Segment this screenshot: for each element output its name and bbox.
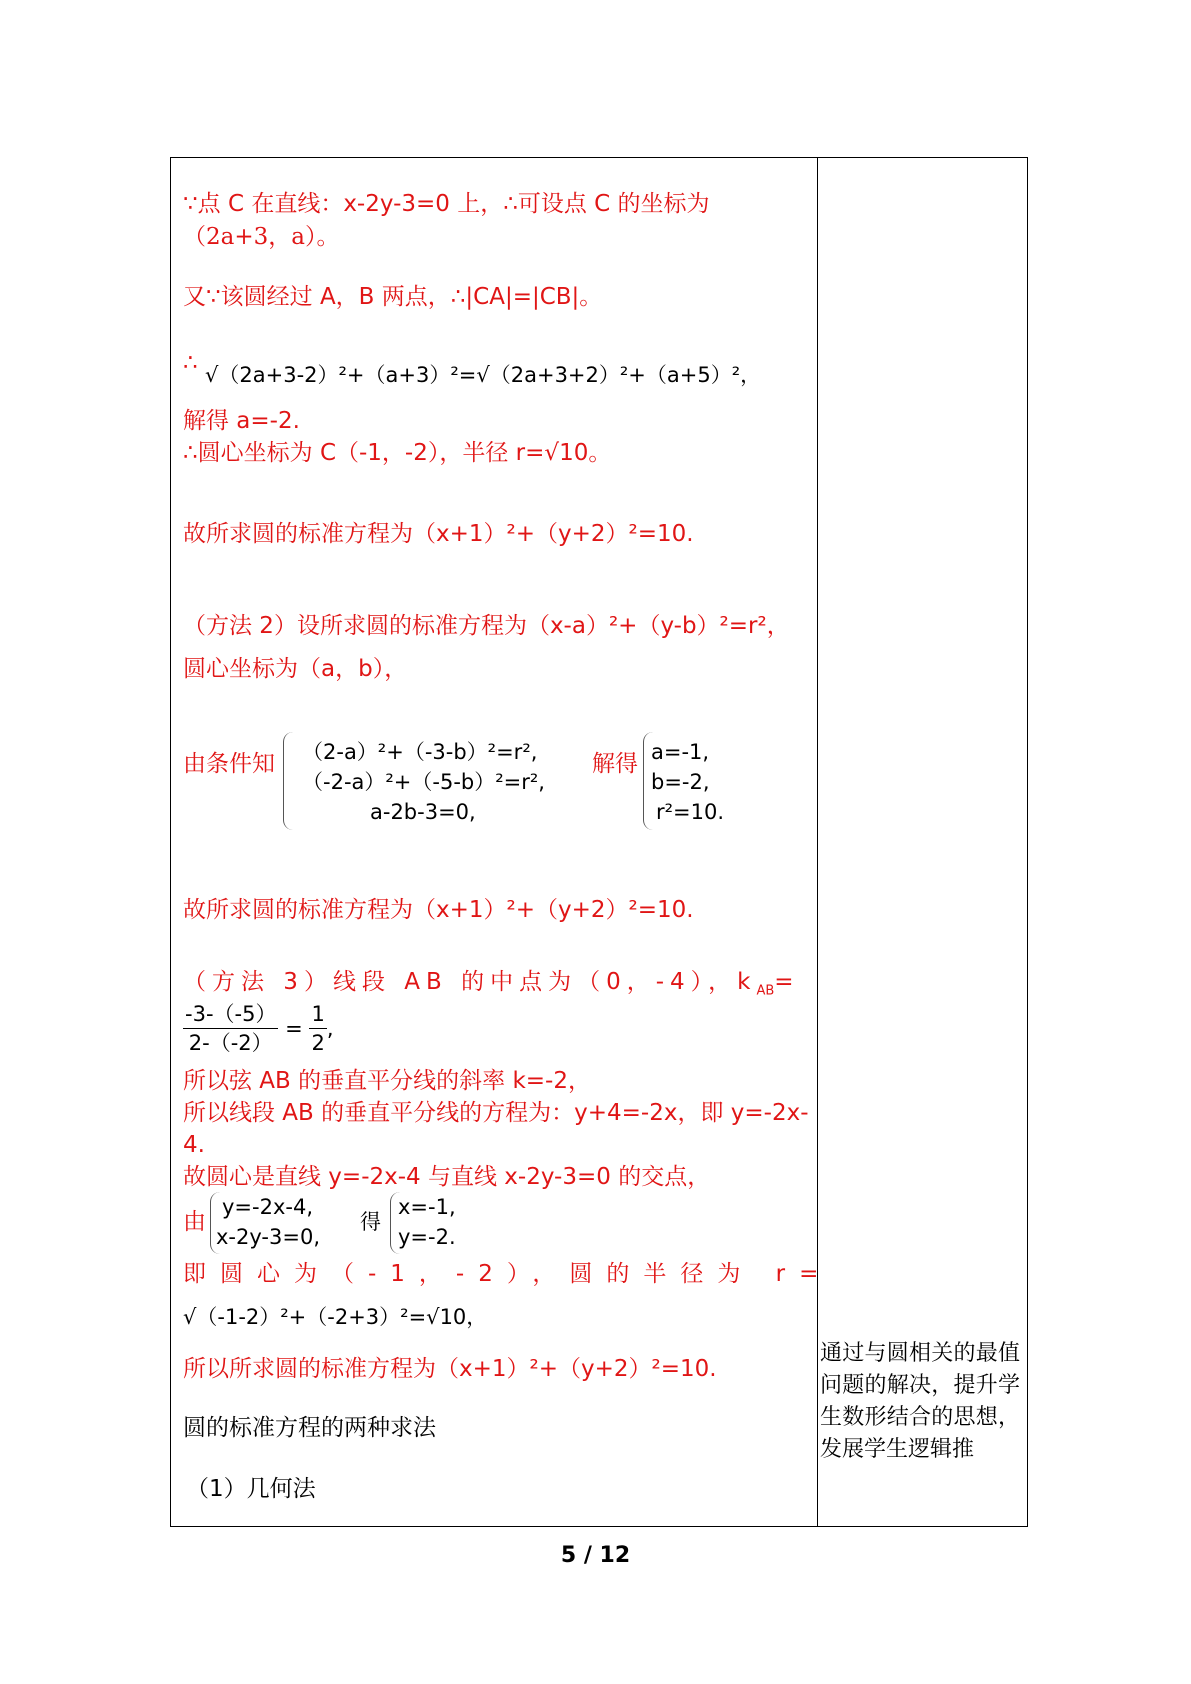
summary-item-1: （1）几何法 <box>186 1476 316 1502</box>
fraction-1 <box>183 1000 278 1057</box>
fraction-1-denominator: 2-（-2） <box>188 1031 273 1055</box>
method3-line-8: 即圆心为（-1，-2），圆的半径为 r= <box>183 1261 833 1287</box>
system4-eq-2: y=-2. <box>398 1225 456 1249</box>
system3-eq-2: x-2y-3=0, <box>216 1225 320 1249</box>
proof-line-5: 解得 a=-2. <box>183 408 300 434</box>
column-divider <box>817 158 818 1526</box>
slope-fraction <box>183 1000 334 1057</box>
equals-sign: = <box>285 1016 303 1041</box>
proof-line-6: ∴圆心坐标为 C（-1，-2），半径 r=√10。 <box>183 440 612 466</box>
system3-eq-1: y=-2x-4, <box>222 1195 314 1219</box>
method3-result: 所以所求圆的标准方程为（x+1）²+（y+2）²=10. <box>183 1356 717 1382</box>
proof-line-1: ∵点 C 在直线：x-2y-3=0 上，∴可设点 C 的坐标为 <box>183 191 710 217</box>
system1-eq-1: （2-a）²+（-3-b）²=r², <box>302 740 538 764</box>
radius-equation: √（-1-2）²+（-2+3）²=√10， <box>183 1305 488 1329</box>
method2-line-2: 圆心坐标为（a，b）， <box>183 656 408 682</box>
method3-line-5: 4. <box>183 1132 205 1158</box>
proof-line-2: （2a+3，a）。 <box>183 224 340 250</box>
system1-eq-3: a-2b-3=0, <box>370 800 476 824</box>
fraction-2-numerator: 1 <box>309 1000 326 1029</box>
method2-result: 故所求圆的标准方程为（x+1）²+（y+2）²=10. <box>183 897 694 923</box>
method1-result: 故所求圆的标准方程为（x+1）²+（y+2）²=10. <box>183 521 694 547</box>
method3-line-1-text: （方法 3）线段 AB 的中点为（0，-4），k <box>183 969 757 995</box>
you-label: 由 <box>183 1209 206 1235</box>
method2-line-1: （方法 2）设所求圆的标准方程为（x-a）²+（y-b）²=r²， <box>183 613 790 639</box>
de-label: 得 <box>360 1210 381 1234</box>
method3-line-3: 所以弦 AB 的垂直平分线的斜率 k=-2， <box>183 1068 591 1094</box>
system4-eq-1: x=-1, <box>398 1195 456 1219</box>
system1-eq-2: （-2-a）²+（-5-b）²=r², <box>302 770 545 794</box>
method3-line-4: 所以线段 AB 的垂直平分线的方程为：y+4=-2x，即 y=-2x- <box>183 1100 809 1126</box>
system-brace-1 <box>283 732 296 830</box>
design-intent-note: 通过与圆相关的最值问题的解决，提升学生数形结合的思想，发展学生逻辑推 <box>820 1341 1020 1462</box>
summary-title: 圆的标准方程的两种求法 <box>183 1415 436 1441</box>
method3-line-1-end: = <box>774 969 800 995</box>
page-number: 5 / 12 <box>560 1543 631 1568</box>
distance-equation: √（2a+3-2）²+（a+3）²=√（2a+3+2）²+（a+5）²， <box>205 363 762 387</box>
fraction-2 <box>309 1000 326 1057</box>
solve-label: 解得 <box>592 751 638 777</box>
method3-line-6: 故圆心是直线 y=-2x-4 与直线 x-2y-3=0 的交点， <box>183 1164 711 1190</box>
fraction-2-denominator: 2 <box>311 1031 325 1055</box>
fraction-tail: , <box>326 1016 334 1041</box>
system2-eq-3: r²=10. <box>656 800 725 824</box>
system2-eq-2: b=-2, <box>651 770 710 794</box>
slope-subscript: AB <box>756 983 775 999</box>
proof-line-3: 又∵该圆经过 A，B 两点，∴|CA|=|CB|。 <box>183 284 603 310</box>
system2-eq-1: a=-1, <box>651 740 710 764</box>
fraction-1-numerator: -3-（-5） <box>183 1000 278 1029</box>
proof-line-4-prefix: ∴ <box>183 350 198 376</box>
condition-label: 由条件知 <box>183 751 275 777</box>
